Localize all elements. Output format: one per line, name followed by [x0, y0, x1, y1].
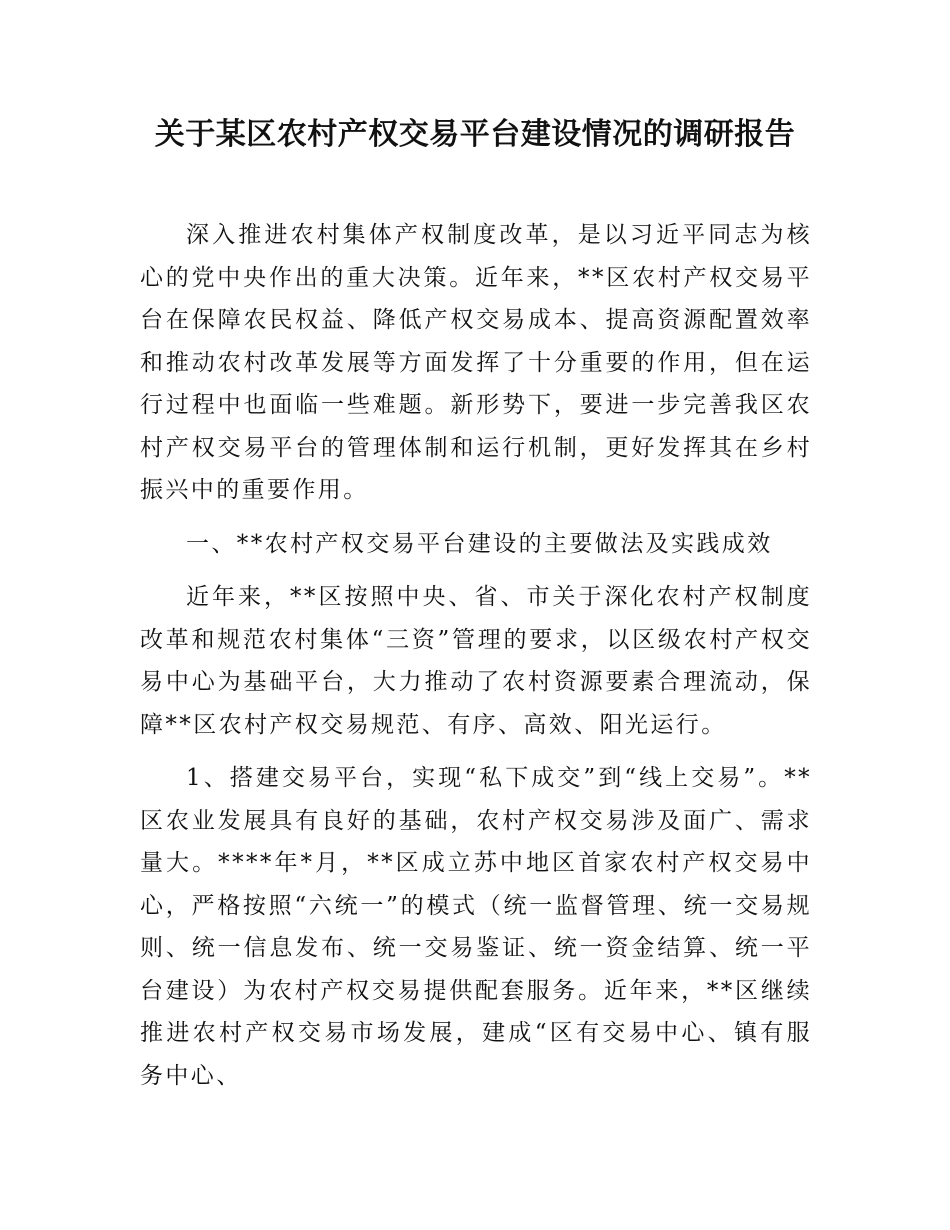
section-heading-1: 一、**农村产权交易平台建设的主要做法及实践成效 — [186, 530, 773, 557]
paragraph-section-1-intro: 近年来，**区按照中央、省、市关于深化农村产权制度改革和规范农村集体“三资”管理的要求，以区级农村产权交易中心为基础平台，大力推动了农村资源要素合理流动，保障**区农村产权交易规范、有序、高效、阳光运行。 — [140, 584, 812, 738]
paragraph-intro: 深入推进农村集体产权制度改革，是以习近平同志为核心的党中央作出的重大决策。近年来，**区农村产权交易平台在保障农民权益、降低产权交易成本、提高资源配置效率和推动农村改革发展等方面发挥了十分重要的作用，但在运行过程中也面临一些难题。新形势下，要进一步完善我区农村产权交易平台的管理体制和运行机制，更好发挥其在乡村振兴中的重要作用。 — [140, 222, 812, 503]
paragraph-point-1: 1、搭建交易平台，实现“私下成交”到“线上交易”。**区农业发展具有良好的基础，农村产权交易涉及面广、需求量大。****年*月，**区成立苏中地区首家农村产权交易中心，严格按照“六统一”的模式（统一监督管理、统一交易规则、统一信息发布、统一交易鉴证、统一资金结算、统一平台建设）为农村产权交易提供配套服务。近年来，**区继续推进农村产权交易市场发展，建成“区有交易中心、镇有服务中心、 — [140, 765, 812, 1089]
document-body — [140, 214, 812, 1097]
document-title: 关于某区农村产权交易平台建设情况的调研报告 — [154, 117, 796, 152]
